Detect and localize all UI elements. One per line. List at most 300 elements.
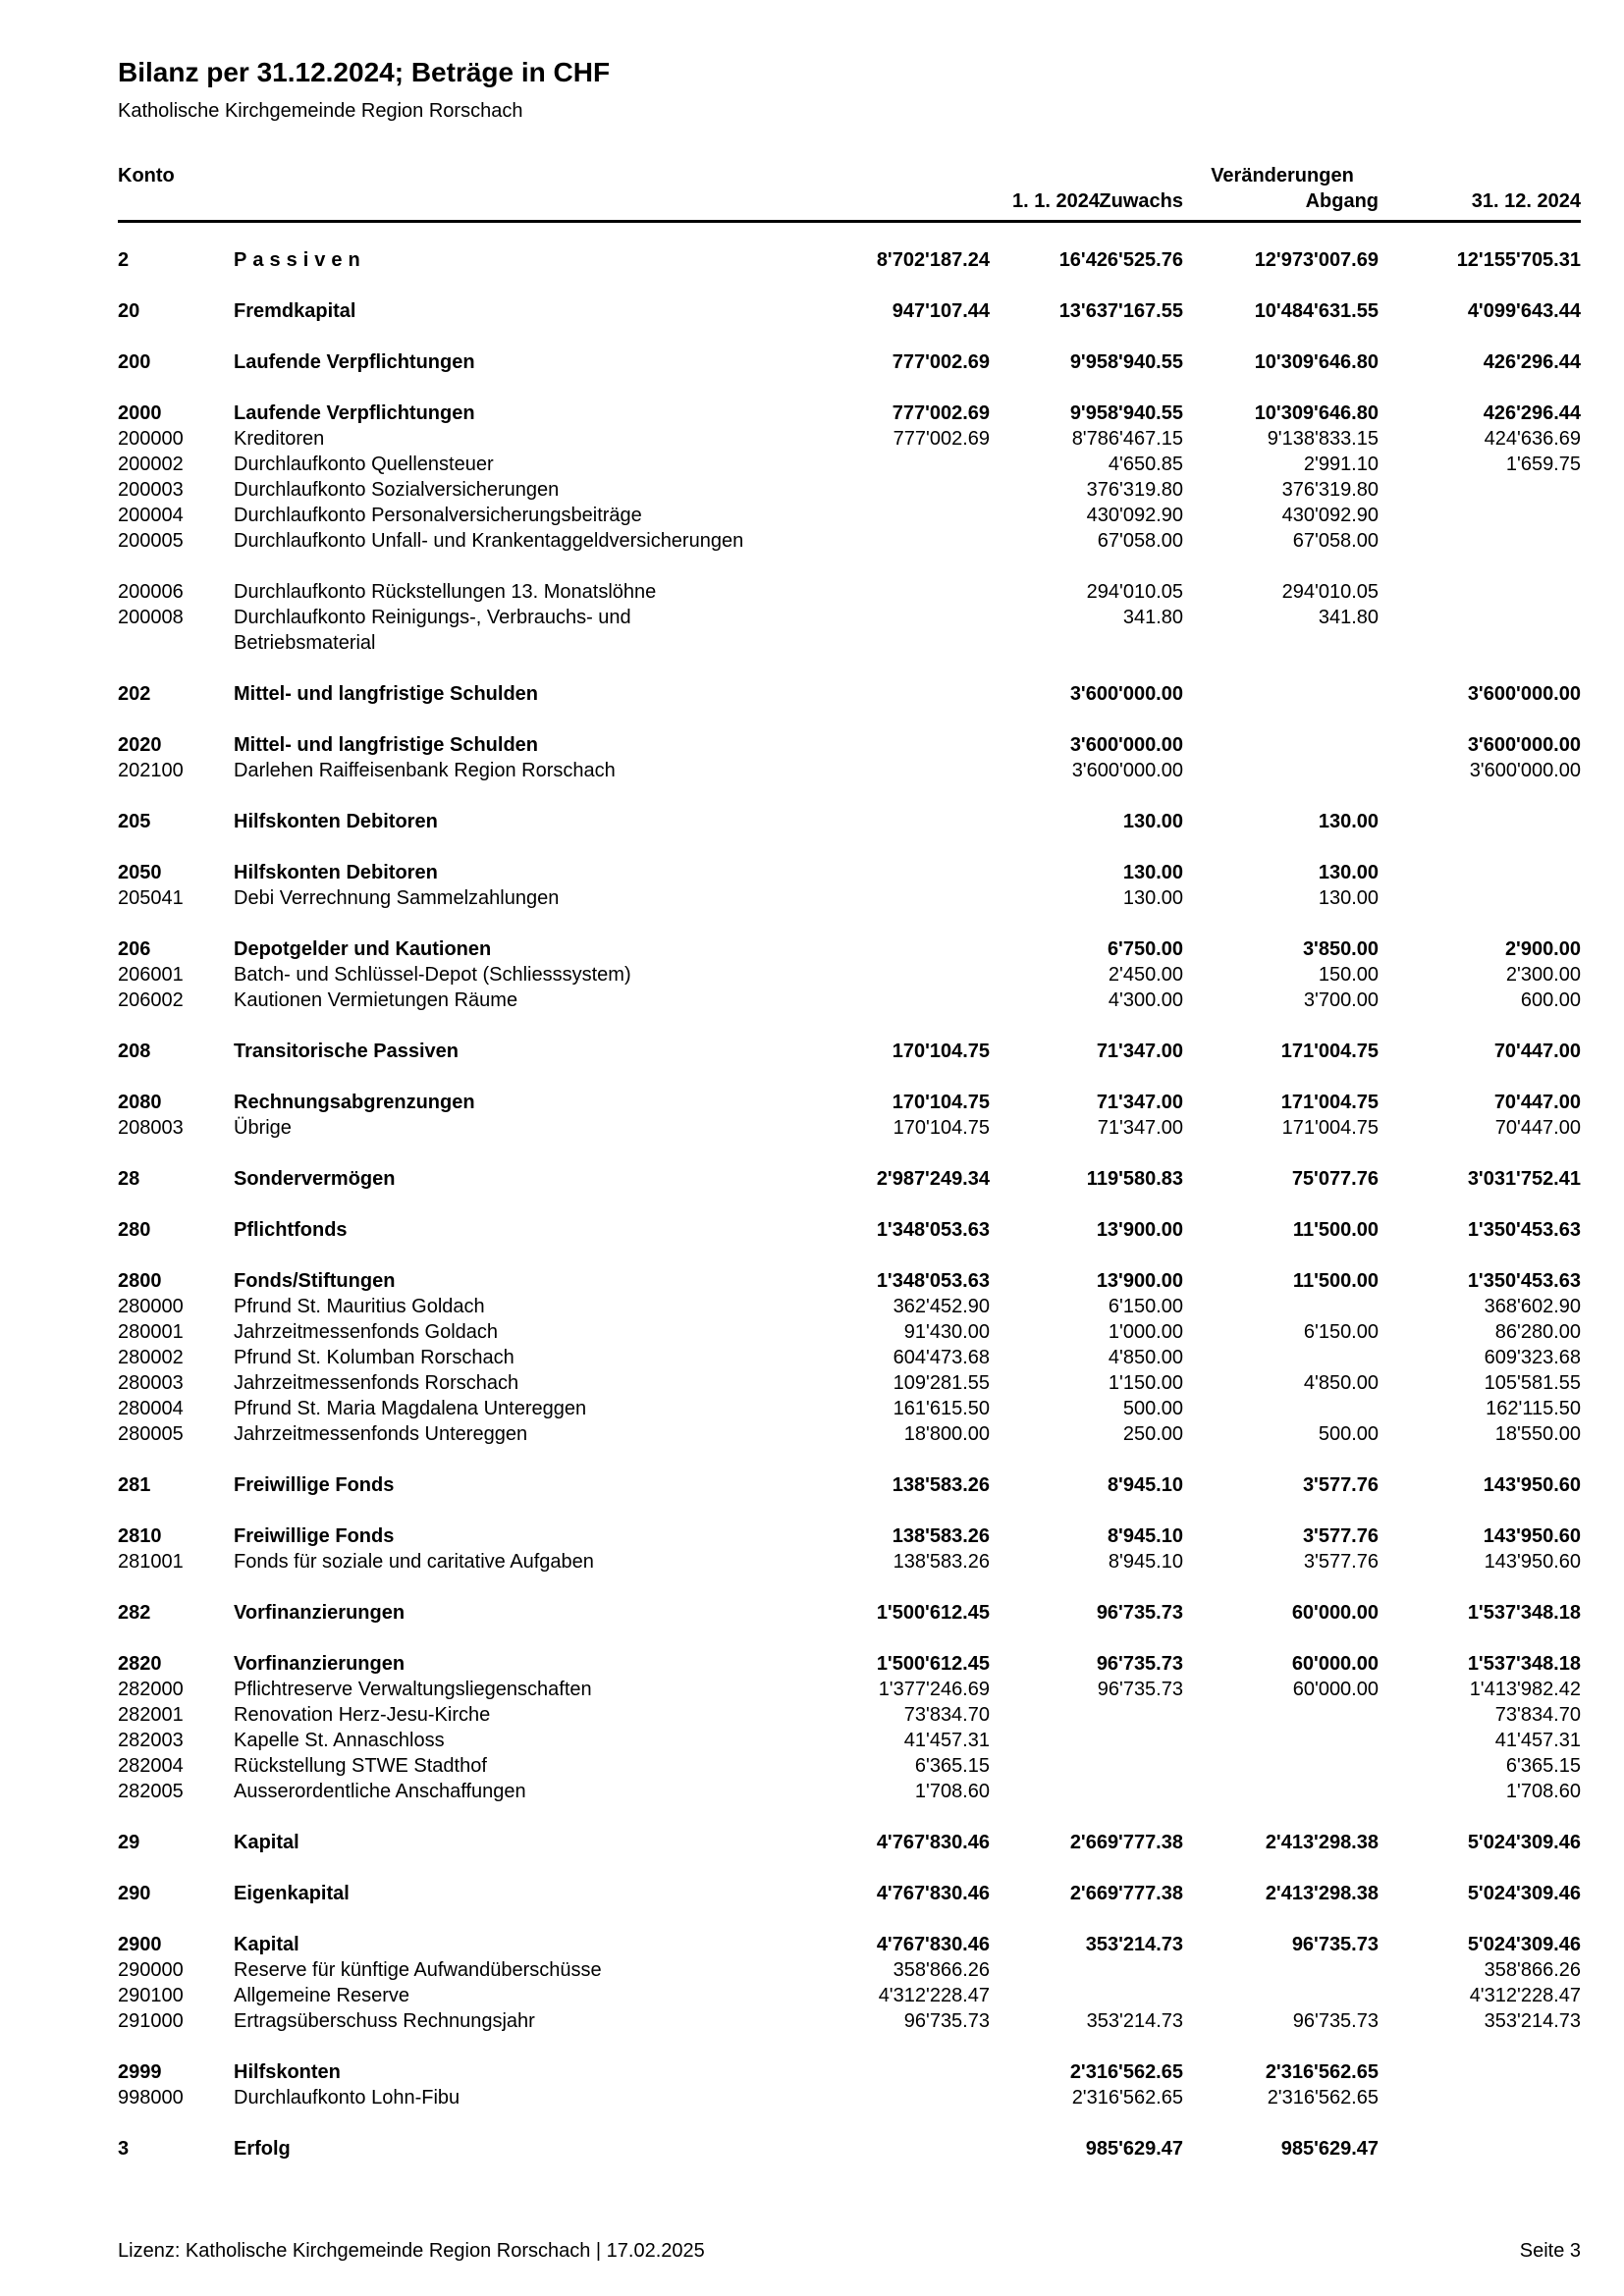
change-increase: 2'450.00: [1108, 964, 1183, 986]
table-row: [118, 758, 1581, 783]
account-number: 291000: [118, 2010, 184, 2032]
change-decrease: 171'004.75: [1280, 1041, 1379, 1062]
balance-end: 2'300.00: [1505, 964, 1581, 986]
account-description: Laufende Verpflichtungen: [234, 351, 475, 373]
balance-end: 353'214.73: [1484, 2010, 1581, 2032]
account-number: 2810: [118, 1525, 162, 1547]
account-description: Vorfinanzierungen: [234, 1602, 406, 1624]
change-decrease: 12'973'007.69: [1254, 249, 1379, 271]
change-increase: 4'650.85: [1108, 454, 1183, 475]
table-row: [118, 1830, 1581, 1855]
account-description: Sondervermögen: [234, 1168, 396, 1190]
change-increase: 119'580.83: [1086, 1168, 1183, 1190]
balance-end: 12'155'705.31: [1456, 249, 1581, 271]
balance-start: 4'767'830.46: [876, 1883, 990, 1904]
balance-start: 1'348'053.63: [876, 1270, 990, 1292]
table-row: [118, 1115, 1581, 1141]
account-description: Durchlaufkonto Lohn-Fibu: [234, 2087, 460, 2109]
change-increase: 2'669'777.38: [1069, 1883, 1183, 1904]
account-description: Debi Verrechnung Sammelzahlungen: [234, 887, 560, 909]
change-decrease: 75'077.76: [1291, 1168, 1379, 1190]
change-increase: 8'945.10: [1107, 1474, 1183, 1496]
balance-end: 86'280.00: [1494, 1321, 1581, 1343]
balance-end: 70'447.00: [1494, 1117, 1581, 1139]
change-increase: 8'786'467.15: [1071, 428, 1183, 450]
change-decrease: 2'316'562.65: [1267, 2087, 1379, 2109]
table-row: [118, 1549, 1581, 1575]
column-header-start: 1. 1. 2024: [1012, 190, 1100, 212]
change-decrease: 3'850.00: [1302, 938, 1379, 960]
change-increase: 71'347.00: [1096, 1092, 1183, 1113]
account-description: Kapelle St. Annaschloss: [234, 1730, 445, 1751]
change-increase: 500.00: [1122, 1398, 1183, 1419]
change-decrease: 6'150.00: [1303, 1321, 1379, 1343]
account-description: Passiven: [234, 249, 366, 271]
table-row: [118, 605, 1581, 656]
account-description: Freiwillige Fonds: [234, 1474, 395, 1496]
balance-table: [118, 247, 1581, 2162]
account-description: Depotgelder und Kautionen: [234, 938, 492, 960]
balance-start: 170'104.75: [892, 1041, 990, 1062]
balance-start: 4'767'830.46: [876, 1934, 990, 1955]
account-number: 280005: [118, 1423, 184, 1445]
balance-end: 4'312'228.47: [1469, 1985, 1581, 2006]
table-row: [118, 2008, 1581, 2034]
account-description: Fonds für soziale und caritative Aufgaben: [234, 1551, 594, 1573]
table-row: [118, 1600, 1581, 1626]
table-row: [118, 1523, 1581, 1549]
account-description: Reserve für künftige Aufwandüberschüsse: [234, 1959, 602, 1981]
change-increase: 71'347.00: [1097, 1117, 1183, 1139]
balance-start: 362'452.90: [893, 1296, 990, 1317]
account-description: Hilfskonten Debitoren: [234, 862, 438, 883]
account-number: 29: [118, 1832, 140, 1853]
balance-end: 358'866.26: [1484, 1959, 1581, 1981]
account-number: 280: [118, 1219, 151, 1241]
account-description: Pfrund St. Maria Magdalena Untereggen: [234, 1398, 587, 1419]
balance-end: 105'581.55: [1484, 1372, 1581, 1394]
change-increase: 13'900.00: [1096, 1270, 1183, 1292]
balance-end: 5'024'309.46: [1467, 1883, 1581, 1904]
table-row: [118, 426, 1581, 452]
change-increase: 2'316'562.65: [1069, 2061, 1183, 2083]
change-decrease: 2'413'298.38: [1265, 1832, 1379, 1853]
account-number: 280002: [118, 1347, 184, 1368]
change-decrease: 294'010.05: [1281, 581, 1379, 603]
balance-start: 109'281.55: [893, 1372, 990, 1394]
account-description: Mittel- und langfristige Schulden: [234, 734, 538, 756]
table-row: [118, 1217, 1581, 1243]
account-number: 2999: [118, 2061, 162, 2083]
change-decrease: 4'850.00: [1303, 1372, 1379, 1394]
account-description: Durchlaufkonto Quellensteuer: [234, 454, 494, 475]
balance-end: 41'457.31: [1494, 1730, 1581, 1751]
table-row: [118, 809, 1581, 834]
change-increase: 4'850.00: [1108, 1347, 1183, 1368]
column-header-end: 31. 12. 2024: [1471, 190, 1581, 212]
table-row: [118, 1319, 1581, 1345]
balance-start: 161'615.50: [893, 1398, 990, 1419]
change-decrease: 10'309'646.80: [1254, 351, 1379, 373]
change-decrease: 171'004.75: [1280, 1092, 1379, 1113]
balance-end: 143'950.60: [1483, 1525, 1581, 1547]
table-row: [118, 962, 1581, 988]
change-increase: 2'316'562.65: [1071, 2087, 1183, 2109]
table-row: [118, 988, 1581, 1013]
table-row: [118, 1957, 1581, 1983]
table-row: [118, 1421, 1581, 1447]
account-description: Jahrzeitmessenfonds Goldach: [234, 1321, 499, 1343]
change-increase: 2'669'777.38: [1069, 1832, 1183, 1853]
account-description: Jahrzeitmessenfonds Rorschach: [234, 1372, 519, 1394]
account-description: Durchlaufkonto Sozialversicherungen: [234, 479, 560, 501]
change-decrease: 60'000.00: [1291, 1653, 1379, 1675]
change-decrease: 500.00: [1318, 1423, 1379, 1445]
table-row: [118, 1677, 1581, 1702]
table-row: [118, 579, 1581, 605]
balance-start: 170'104.75: [892, 1092, 990, 1113]
account-description: Freiwillige Fonds: [234, 1525, 395, 1547]
change-decrease: 171'004.75: [1281, 1117, 1379, 1139]
account-number: 280001: [118, 1321, 184, 1343]
balance-start: 4'312'228.47: [878, 1985, 990, 2006]
account-description: Batch- und Schlüssel-Depot (Schliesssystem): [234, 964, 631, 986]
account-description: Kreditoren: [234, 428, 325, 450]
table-row: [118, 1702, 1581, 1728]
account-description: Kautionen Vermietungen Räume: [234, 989, 518, 1011]
column-header-changes: Veränderungen: [1211, 165, 1354, 187]
change-increase: 1'150.00: [1108, 1372, 1183, 1394]
table-row: [118, 1294, 1581, 1319]
change-decrease: 96'735.73: [1291, 1934, 1379, 1955]
change-increase: 3'600'000.00: [1069, 683, 1183, 705]
balance-start: 91'430.00: [903, 1321, 990, 1343]
change-increase: 96'735.73: [1097, 1679, 1183, 1700]
account-description: Durchlaufkonto Unfall- und Krankentaggeldversicherungen: [234, 530, 744, 552]
balance-end: 1'350'453.63: [1467, 1270, 1581, 1292]
table-row: [118, 732, 1581, 758]
balance-end: 368'602.90: [1484, 1296, 1581, 1317]
table-row: [118, 2085, 1581, 2110]
balance-end: 3'600'000.00: [1469, 760, 1581, 781]
change-increase: 96'735.73: [1096, 1602, 1183, 1624]
change-decrease: 2'316'562.65: [1265, 2061, 1379, 2083]
account-number: 998000: [118, 2087, 184, 2109]
table-row: [118, 681, 1581, 707]
account-description: Ausserordentliche Anschaffungen: [234, 1781, 526, 1802]
balance-end: 1'537'348.18: [1467, 1602, 1581, 1624]
table-row: [118, 349, 1581, 375]
table-row: [118, 1881, 1581, 1906]
balance-end: 426'296.44: [1483, 351, 1581, 373]
account-description: Vorfinanzierungen: [234, 1653, 406, 1675]
change-increase: 4'300.00: [1108, 989, 1183, 1011]
change-increase: 1'000.00: [1108, 1321, 1183, 1343]
account-description: Mittel- und langfristige Schulden: [234, 683, 538, 705]
account-number: 206: [118, 938, 151, 960]
account-description: Fonds/Stiftungen: [234, 1270, 396, 1292]
balance-end: 3'031'752.41: [1467, 1168, 1581, 1190]
change-increase: 3'600'000.00: [1071, 760, 1183, 781]
account-number: 282004: [118, 1755, 184, 1777]
balance-start: 41'457.31: [903, 1730, 990, 1751]
account-number: 3: [118, 2138, 130, 2160]
balance-start: 947'107.44: [892, 300, 990, 322]
account-number: 2800: [118, 1270, 162, 1292]
change-increase: 9'958'940.55: [1069, 351, 1183, 373]
account-number: 282001: [118, 1704, 184, 1726]
change-decrease: 9'138'833.15: [1267, 428, 1379, 450]
change-increase: 130.00: [1122, 811, 1183, 832]
table-row: [118, 1370, 1581, 1396]
account-number: 208003: [118, 1117, 184, 1139]
table-row: [118, 528, 1581, 579]
account-description: Renovation Herz-Jesu-Kirche: [234, 1704, 491, 1726]
change-increase: 6'150.00: [1108, 1296, 1183, 1317]
table-row: [118, 1396, 1581, 1421]
change-increase: 353'214.73: [1086, 2010, 1183, 2032]
change-decrease: 60'000.00: [1291, 1602, 1379, 1624]
change-decrease: 3'577.76: [1303, 1551, 1379, 1573]
account-number: 290100: [118, 1985, 184, 2006]
account-number: 205: [118, 811, 151, 832]
balance-start: 2'987'249.34: [876, 1168, 990, 1190]
account-number: 2000: [118, 402, 162, 424]
balance-end: 2'900.00: [1504, 938, 1581, 960]
change-decrease: 60'000.00: [1292, 1679, 1379, 1700]
table-row: [118, 1268, 1581, 1294]
change-increase: 8'945.10: [1107, 1525, 1183, 1547]
balance-start: 1'377'246.69: [878, 1679, 990, 1700]
account-number: 290000: [118, 1959, 184, 1981]
table-row: [118, 1779, 1581, 1804]
account-description: Laufende Verpflichtungen: [234, 402, 475, 424]
balance-start: 777'002.69: [892, 402, 990, 424]
account-number: 282003: [118, 1730, 184, 1751]
column-header-abgang: Abgang: [1305, 190, 1379, 212]
account-description: Durchlaufkonto Personalversicherungsbeiträge: [234, 505, 642, 526]
balance-end: 609'323.68: [1484, 1347, 1581, 1368]
account-description: Durchlaufkonto Reinigungs-, Verbrauchs- und Betriebsmaterial: [234, 607, 631, 654]
table-row: [118, 885, 1581, 911]
table-header: [118, 165, 1581, 223]
balance-end: 1'708.60: [1505, 1781, 1581, 1802]
change-increase: 13'900.00: [1096, 1219, 1183, 1241]
account-number: 202100: [118, 760, 184, 781]
change-increase: 430'092.90: [1086, 505, 1183, 526]
balance-end: 5'024'309.46: [1467, 1934, 1581, 1955]
table-row: [118, 477, 1581, 503]
table-row: [118, 2059, 1581, 2085]
change-increase: 16'426'525.76: [1058, 249, 1183, 271]
change-increase: 8'945.10: [1108, 1551, 1183, 1573]
account-description: Fremdkapital: [234, 300, 356, 322]
account-description: Erfolg: [234, 2138, 291, 2160]
table-row: [118, 1472, 1581, 1498]
account-number: 28: [118, 1168, 140, 1190]
account-number: 208: [118, 1041, 151, 1062]
license-text: Lizenz: Katholische Kirchgemeinde Region Rorschach | 17.02.2025: [118, 2240, 705, 2262]
table-row: [118, 247, 1581, 273]
account-number: 200005: [118, 530, 184, 552]
table-row: [118, 400, 1581, 426]
balance-end: 4'099'643.44: [1467, 300, 1581, 322]
change-increase: 3'600'000.00: [1069, 734, 1183, 756]
change-decrease: 150.00: [1318, 964, 1379, 986]
change-increase: 250.00: [1122, 1423, 1183, 1445]
table-row: [118, 2136, 1581, 2162]
balance-start: 73'834.70: [903, 1704, 990, 1726]
balance-end: 424'636.69: [1484, 428, 1581, 450]
account-number: 2080: [118, 1092, 162, 1113]
account-description: Darlehen Raiffeisenbank Region Rorschach: [234, 760, 616, 781]
balance-start: 170'104.75: [893, 1117, 990, 1139]
balance-start: 777'002.69: [893, 428, 990, 450]
change-increase: 6'750.00: [1107, 938, 1183, 960]
account-number: 282000: [118, 1679, 184, 1700]
account-description: Pfrund St. Mauritius Goldach: [234, 1296, 485, 1317]
change-decrease: 3'577.76: [1302, 1525, 1379, 1547]
balance-end: 143'950.60: [1483, 1474, 1581, 1496]
balance-end: 143'950.60: [1484, 1551, 1581, 1573]
balance-start: 8'702'187.24: [876, 249, 990, 271]
account-number: 200008: [118, 607, 184, 628]
table-row: [118, 503, 1581, 528]
table-row: [118, 1345, 1581, 1370]
account-description: Transitorische Passiven: [234, 1041, 460, 1062]
change-decrease: 430'092.90: [1281, 505, 1379, 526]
account-number: 281: [118, 1474, 151, 1496]
account-number: 200000: [118, 428, 184, 450]
change-increase: 71'347.00: [1096, 1041, 1183, 1062]
account-description: Hilfskonten Debitoren: [234, 811, 438, 832]
account-number: 206002: [118, 989, 184, 1011]
account-number: 2820: [118, 1653, 162, 1675]
change-decrease: 130.00: [1318, 862, 1379, 883]
account-number: 20: [118, 300, 140, 322]
table-row: [118, 452, 1581, 477]
account-number: 200002: [118, 454, 184, 475]
account-description: Pflichtfonds: [234, 1219, 348, 1241]
account-number: 200: [118, 351, 151, 373]
balance-end: 70'447.00: [1493, 1041, 1581, 1062]
change-increase: 9'958'940.55: [1069, 402, 1183, 424]
account-number: 200003: [118, 479, 184, 501]
balance-end: 3'600'000.00: [1467, 734, 1581, 756]
change-increase: 96'735.73: [1096, 1653, 1183, 1675]
balance-end: 162'115.50: [1486, 1398, 1581, 1419]
balance-start: 1'708.60: [914, 1781, 990, 1802]
column-header-konto: Konto: [118, 165, 175, 187]
account-number: 2020: [118, 734, 162, 756]
change-decrease: 96'735.73: [1292, 2010, 1379, 2032]
page-number: Seite 3: [1519, 2240, 1581, 2262]
account-description: Kapital: [234, 1934, 299, 1955]
balance-end: 1'413'982.42: [1469, 1679, 1581, 1700]
balance-end: 3'600'000.00: [1467, 683, 1581, 705]
change-decrease: 10'484'631.55: [1254, 300, 1379, 322]
account-description: Pfrund St. Kolumban Rorschach: [234, 1347, 514, 1368]
account-number: 206001: [118, 964, 184, 986]
account-description: Durchlaufkonto Rückstellungen 13. Monatslöhne: [234, 581, 657, 603]
balance-start: 18'800.00: [903, 1423, 990, 1445]
change-increase: 130.00: [1122, 862, 1183, 883]
balance-end: 1'659.75: [1505, 454, 1581, 475]
change-decrease: 2'413'298.38: [1265, 1883, 1379, 1904]
account-number: 205041: [118, 887, 184, 909]
change-decrease: 130.00: [1318, 811, 1379, 832]
account-number: 2050: [118, 862, 162, 883]
balance-end: 426'296.44: [1483, 402, 1581, 424]
account-number: 282005: [118, 1781, 184, 1802]
account-number: 200006: [118, 581, 184, 603]
account-description: Allgemeine Reserve: [234, 1985, 409, 2006]
table-row: [118, 1090, 1581, 1115]
change-decrease: 11'500.00: [1292, 1219, 1379, 1241]
balance-start: 4'767'830.46: [876, 1832, 990, 1853]
table-row: [118, 1166, 1581, 1192]
change-decrease: 3'700.00: [1303, 989, 1379, 1011]
balance-end: 1'537'348.18: [1467, 1653, 1581, 1675]
account-number: 200004: [118, 505, 184, 526]
balance-end: 73'834.70: [1494, 1704, 1581, 1726]
table-row: [118, 1753, 1581, 1779]
table-row: [118, 1932, 1581, 1957]
account-description: Rechnungsabgrenzungen: [234, 1092, 475, 1113]
balance-start: 1'500'612.45: [876, 1653, 990, 1675]
account-description: Rückstellung STWE Stadthof: [234, 1755, 487, 1777]
column-header-zuwachs: Zuwachs: [1099, 190, 1183, 212]
balance-start: 777'002.69: [892, 351, 990, 373]
account-description: Pflichtreserve Verwaltungsliegenschaften: [234, 1679, 592, 1700]
change-decrease: 130.00: [1318, 887, 1379, 909]
change-decrease: 2'991.10: [1303, 454, 1379, 475]
balance-start: 358'866.26: [893, 1959, 990, 1981]
account-number: 2: [118, 249, 130, 271]
table-row: [118, 860, 1581, 885]
change-decrease: 10'309'646.80: [1254, 402, 1379, 424]
account-number: 202: [118, 683, 151, 705]
change-increase: 376'319.80: [1086, 479, 1183, 501]
balance-start: 1'500'612.45: [876, 1602, 990, 1624]
balance-start: 138'583.26: [892, 1525, 990, 1547]
balance-start: 6'365.15: [914, 1755, 990, 1777]
account-description: Übrige: [234, 1117, 292, 1139]
balance-start: 604'473.68: [893, 1347, 990, 1368]
page-subtitle: Katholische Kirchgemeinde Region Rorschach: [118, 100, 523, 122]
change-increase: 130.00: [1122, 887, 1183, 909]
table-row: [118, 936, 1581, 962]
change-decrease: 3'577.76: [1302, 1474, 1379, 1496]
table-row: [118, 1983, 1581, 2008]
balance-end: 600.00: [1520, 989, 1581, 1011]
change-increase: 294'010.05: [1086, 581, 1183, 603]
account-description: Jahrzeitmessenfonds Untereggen: [234, 1423, 528, 1445]
account-description: Ertragsüberschuss Rechnungsjahr: [234, 2010, 535, 2032]
balance-end: 5'024'309.46: [1467, 1832, 1581, 1853]
change-decrease: 985'629.47: [1280, 2138, 1379, 2160]
balance-end: 18'550.00: [1494, 1423, 1581, 1445]
change-increase: 67'058.00: [1097, 530, 1183, 552]
change-decrease: 341.80: [1318, 607, 1379, 628]
change-increase: 353'214.73: [1085, 1934, 1183, 1955]
table-row: [118, 298, 1581, 324]
table-row: [118, 1039, 1581, 1064]
balance-start: 1'348'053.63: [876, 1219, 990, 1241]
page-title: Bilanz per 31.12.2024; Beträge in CHF: [118, 57, 611, 87]
account-number: 2900: [118, 1934, 162, 1955]
change-decrease: 67'058.00: [1292, 530, 1379, 552]
